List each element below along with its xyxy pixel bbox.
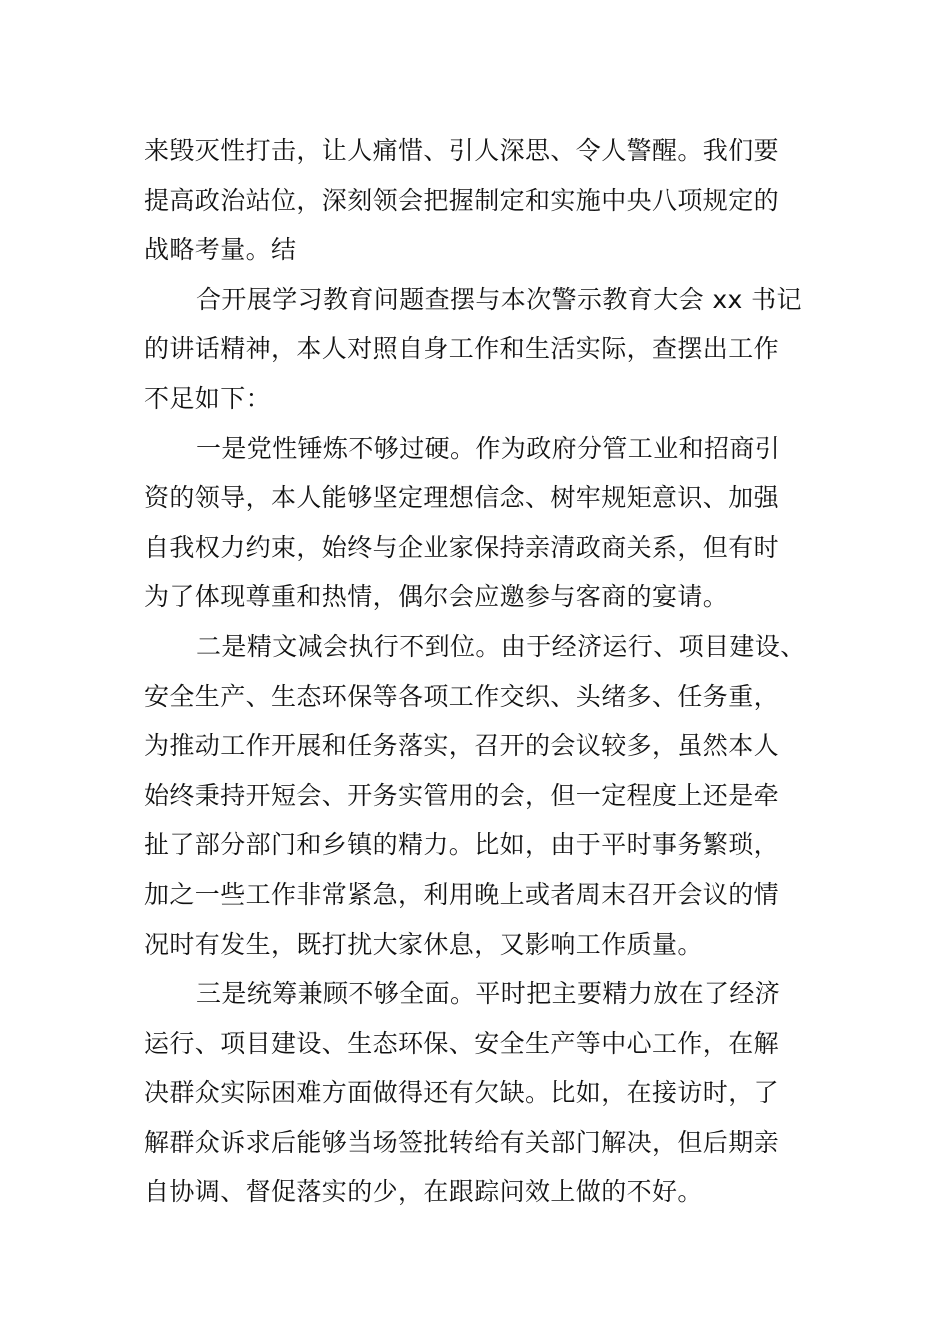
text-line: 一是党性锤炼不够过硬。作为政府分管工业和招商引 [196, 433, 781, 463]
text-line: 加之一些工作非常紧急，利用晚上或者周末召开会议的情 [144, 879, 780, 909]
text-line: 况时有发生，既打扰大家休息，又影响工作质量。 [144, 929, 703, 959]
text-line: 为推动工作开展和任务落实，召开的会议较多，虽然本人 [144, 731, 780, 761]
text-line: 提高政治站位，深刻领会把握制定和实施中央八项规定的 [144, 185, 780, 215]
paragraph-5 [144, 969, 824, 1217]
text-line: 运行、项目建设、生态环保、安全生产等中心工作，在解 [144, 1028, 780, 1058]
text-line: 为了体现尊重和热情，偶尔会应邀参与客商的宴请。 [144, 582, 729, 612]
body-text [144, 126, 824, 1217]
text-line: 自我权力约束，始终与企业家保持亲清政商关系，但有时 [144, 532, 780, 562]
paragraph-2 [144, 275, 824, 424]
paragraph-4 [144, 622, 824, 969]
paragraph-3 [144, 424, 824, 622]
text-line: 战略考量。结 [144, 235, 297, 265]
text-line: 三是统筹兼顾不够全面。平时把主要精力放在了经济 [196, 979, 781, 1009]
text-line: 自协调、督促落实的少，在跟踪问效上做的不好。 [144, 1177, 703, 1207]
text-line: 的讲话精神，本人对照自身工作和生活实际，查摆出工作 [144, 334, 780, 364]
text-line: 资的领导，本人能够坚定理想信念、树牢规矩意识、加强 [144, 483, 780, 513]
text-line: 不足如下： [144, 383, 272, 413]
text-line: 始终秉持开短会、开务实管用的会，但一定程度上还是牵 [144, 780, 780, 810]
text-line: 来毁灭性打击，让人痛惜、引人深思、令人警醒。我们要 [144, 136, 780, 165]
text-line: 扯了部分部门和乡镇的精力。比如，由于平时事务繁琐， [144, 830, 780, 860]
text-line: 二是精文减会执行不到位。由于经济运行、项目建设、 [196, 631, 806, 661]
text-line: 解群众诉求后能够当场签批转给有关部门解决，但后期亲 [144, 1127, 780, 1157]
text-line: 决群众实际困难方面做得还有欠缺。比如，在接访时，了 [144, 1078, 780, 1108]
text-line: 安全生产、生态环保等各项工作交织、头绪多、任务重， [144, 681, 780, 711]
text-line: 合开展学习教育问题查摆与本次警示教育大会 xx 书记 [196, 284, 802, 314]
paragraph-1 [144, 126, 824, 275]
